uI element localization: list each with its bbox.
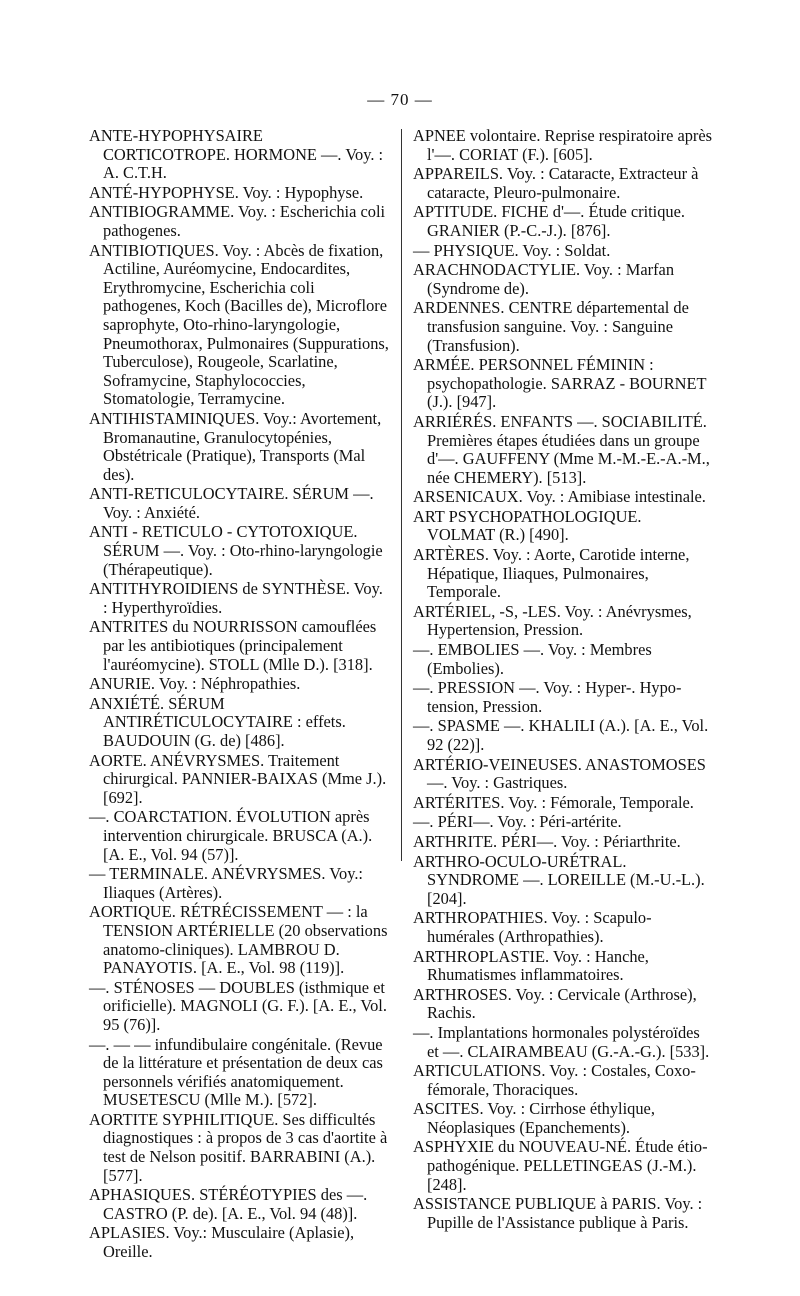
index-entry: ASPHYXIE du NOUVEAU-NÉ. Étude étio-pathogénique. PELLETINGEAS (J.-M.). [248]. bbox=[413, 1137, 708, 1194]
index-entry: ANTE-HYPOPHYSAIRE CORTICOTROPE. HORMONE —. Voy. : A. C.T.H. bbox=[89, 126, 384, 183]
index-entry: ARTHRITE. PÉRI—. Voy. : Périarthrite. bbox=[413, 831, 681, 851]
index-entry: ARTÈRES. Voy. : Aorte, Carotide interne, Hépatique, Iliaques, Pulmonaires, Temporale. bbox=[413, 545, 690, 602]
index-entry: —. SPASME —. KHALILI (A.). [A. E., Vol. 92 (22)]. bbox=[413, 716, 709, 754]
index-entry: ARSENICAUX. Voy. : Amibiase intestinale. bbox=[413, 487, 706, 507]
index-entry: ANXIÉTÉ. SÉRUM ANTIRÉTICULOCYTAIRE : effets. BAUDOUIN (G. de) [486]. bbox=[89, 693, 346, 750]
index-entry: ARTHRO-OCULO-URÉTRAL. SYNDROME —. LOREILLE (M.-U.-L.). [204]. bbox=[413, 851, 705, 908]
index-entry: ART PSYCHOPATHOLOGIQUE. VOLMAT (R.) [490]. bbox=[413, 506, 642, 545]
index-entry: ARTHROPATHIES. Voy. : Scapulo-humérales (Arthropathies). bbox=[413, 908, 652, 946]
index-entry: AORTIQUE. RÉTRÉCISSEMENT — : la TENSION ARTÉRIELLE (20 observations anatomo-cliniques). LAMBROU D. PANAYOTIS. [A. E., Vol. 98 (119)]. bbox=[89, 902, 388, 978]
index-entry: ARTÉRITES. Voy. : Fémorale, Temporale. bbox=[413, 792, 694, 812]
index-entry: ANURIE. Voy. : Néphropathies. bbox=[89, 674, 301, 694]
index-entry: ARTICULATIONS. Voy. : Costales, Coxo-fémorale, Thoraciques. bbox=[413, 1061, 696, 1099]
left-column bbox=[89, 127, 389, 1262]
index-entry: —. PRESSION —. Voy. : Hyper-. Hypo-tension, Pression. bbox=[413, 678, 682, 716]
index-entry: — TERMINALE. ANÉVRYSMES. Voy.: Iliaques (Artères). bbox=[89, 864, 363, 902]
index-entry: ARRIÉRÉS. ENFANTS —. SOCIABILITÉ. Premières étapes étudiées dans un groupe d'—. GAUFFENY (Mme M.-M.-E.-A.-M., née CHEMERY). [513]. bbox=[413, 411, 710, 487]
index-entry: ARDENNES. CENTRE départemental de transfusion sanguine. Voy. : Sanguine (Transfusion). bbox=[413, 298, 689, 355]
page-number: — 70 — bbox=[367, 90, 433, 109]
index-entry: ARMÉE. PERSONNEL FÉMININ : psychopathologie. SARRAZ - BOURNET (J.). [947]. bbox=[413, 355, 707, 412]
index-entry: ANTITHYROIDIENS de SYNTHÈSE. Voy. : Hyperthyroïdies. bbox=[89, 579, 383, 617]
index-entry: —. — — infundibulaire congénitale. (Revue de la littérature et présentation de deux cas personnels vérifiés anatomiquement. MUSETESCU (Mlle M.). [572]. bbox=[89, 1034, 383, 1110]
index-entry: —. EMBOLIES —. Voy. : Membres (Embolies). bbox=[413, 640, 652, 678]
index-entry: —. COARCTATION. ÉVOLUTION après intervention chirurgicale. BRUSCA (A.). [A. E., Vol. 94 (57)]. bbox=[89, 807, 373, 864]
index-entry: ARTÉRIEL, -S, -LES. Voy. : Anévrysmes, Hypertension, Pression. bbox=[413, 601, 692, 640]
index-entry: —. STÉNOSES — DOUBLES (isthmique et orificielle). MAGNOLI (G. F.). [A. E., Vol. 95 (76)]. bbox=[89, 977, 387, 1034]
index-entry: ANTI - RETICULO - CYTOTOXIQUE. SÉRUM —. Voy. : Oto-rhino-laryngologie (Thérapeutique). bbox=[89, 522, 383, 579]
index-entry: —. PÉRI—. Voy. : Péri-artérite. bbox=[413, 812, 622, 832]
index-entry: ASSISTANCE PUBLIQUE à PARIS. Voy. : Pupille de l'Assistance publique à Paris. bbox=[413, 1194, 703, 1232]
right-column bbox=[413, 127, 713, 1232]
index-entry: ANTÉ-HYPOPHYSE. Voy. : Hypophyse. bbox=[89, 182, 364, 202]
index-entry: ANTIHISTAMINIQUES. Voy.: Avortement, Bromanautine, Granulocytopénies, Obstétricale (Pratique), Transports (Mal des). bbox=[89, 408, 382, 484]
index-entry: AORTE. ANÉVRYSMES. Traitement chirurgical. PANNIER-BAIXAS (Mme J.). [692]. bbox=[89, 750, 387, 807]
index-entry: ANTIBIOGRAMME. Voy. : Escherichia coli pathogenes. bbox=[89, 202, 386, 240]
index-entry: APNEE volontaire. Reprise respiratoire après l'—. CORIAT (F.). [605]. bbox=[413, 126, 713, 164]
index-entry: APHASIQUES. STÉRÉOTYPIES des —. CASTRO (P. de). [A. E., Vol. 94 (48)]. bbox=[89, 1185, 368, 1223]
index-entry: ASCITES. Voy. : Cirrhose éthylique, Néoplasiques (Epanchements). bbox=[413, 1099, 655, 1137]
index-entry: AORTITE SYPHILITIQUE. Ses difficultés diagnostiques : à propos de 3 cas d'aortite à test de Nelson positif. BARRABINI (A.). [577]. bbox=[89, 1109, 388, 1185]
column-divider bbox=[401, 129, 402, 861]
index-entry: APTITUDE. FICHE d'—. Étude critique. GRANIER (P.-C.-J.). [876]. bbox=[413, 202, 685, 240]
index-entry: ARTHROSES. Voy. : Cervicale (Arthrose), Rachis. bbox=[413, 984, 697, 1023]
index-entry: —. Implantations hormonales polystéroïdes et —. CLAIRAMBEAU (G.-A.-G.). [533]. bbox=[413, 1022, 710, 1061]
index-entry: APLASIES. Voy.: Musculaire (Aplasie), Oreille. bbox=[89, 1223, 355, 1262]
index-entry: ARTHROPLASTIE. Voy. : Hanche, Rhumatismes inflammatoires. bbox=[413, 946, 649, 985]
index-entry: — PHYSIQUE. Voy. : Soldat. bbox=[413, 240, 611, 260]
index-entry: ANTI-RETICULOCYTAIRE. SÉRUM —. Voy. : Anxiété. bbox=[89, 484, 374, 522]
index-entry: ANTRITES du NOURRISSON camouflées par les antibiotiques (principalement l'auréomycine). STOLL (Mlle D.). [318]. bbox=[89, 617, 377, 674]
index-entry: ARACHNODACTYLIE. Voy. : Marfan (Syndrome de). bbox=[413, 260, 675, 298]
index-entry: APPAREILS. Voy. : Cataracte, Extracteur à cataracte, Pleuro-pulmonaire. bbox=[413, 164, 699, 202]
index-entry: ANTIBIOTIQUES. Voy. : Abcès de fixation, Actiline, Auréomycine, Endocardites, Erythromycine, Escherichia coli pathogenes, Koch (Bacilles de), Microflore saprophyte, Oto-rhino-laryngologie, Pneumothorax, Pulmonaires (Suppurations, Tuberculose), Rougeole, Scarlatine, Soframycine, Staphylococcies, Stomatologie, Terramycine. bbox=[89, 240, 389, 409]
index-entry: ARTÉRIO-VEINEUSES. ANASTOMOSES —. Voy. : Gastriques. bbox=[413, 754, 706, 793]
